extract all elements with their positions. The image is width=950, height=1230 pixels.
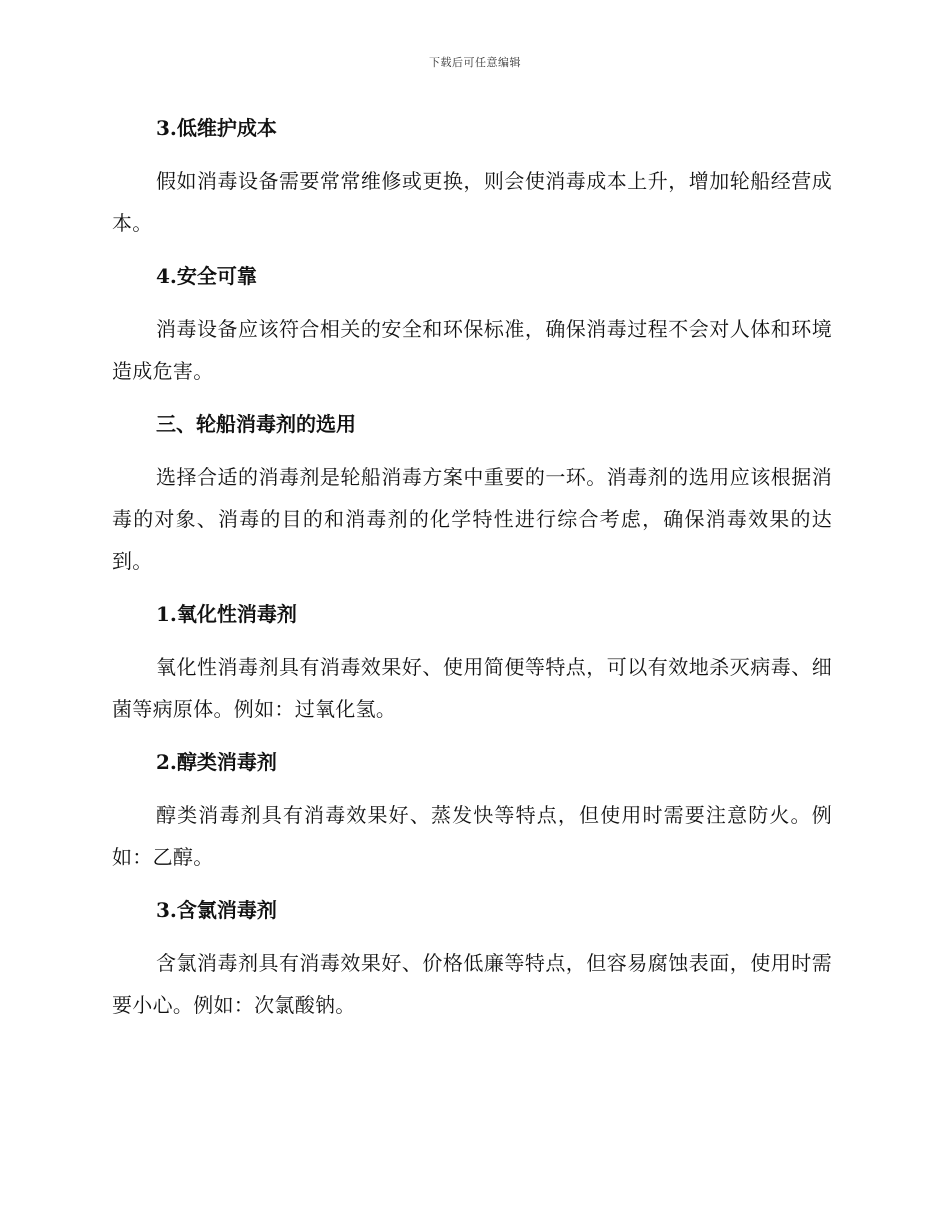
document-body xyxy=(112,108,832,1026)
section-paragraph: 假如消毒设备需要常常维修或更换，则会使消毒成本上升，增加轮船经营成本。 xyxy=(112,169,832,235)
section-paragraph: 醇类消毒剂具有消毒效果好、蒸发快等特点，但使用时需要注意防火。例如：乙醇。 xyxy=(112,803,832,869)
section-heading: 2.醇类消毒剂 xyxy=(156,750,277,774)
section-paragraph: 含氯消毒剂具有消毒效果好、价格低廉等特点，但容易腐蚀表面，使用时需要小心。例如：次氯酸钠。 xyxy=(112,951,832,1017)
section-paragraph: 氧化性消毒剂具有消毒效果好、使用简便等特点，可以有效地杀灭病毒、细菌等病原体。例如：过氧化氢。 xyxy=(112,655,832,721)
section-heading: 4.安全可靠 xyxy=(156,264,257,288)
section-heading: 1.氧化性消毒剂 xyxy=(156,602,297,626)
section-paragraph: 消毒设备应该符合相关的安全和环保标准，确保消毒过程不会对人体和环境造成危害。 xyxy=(112,317,832,383)
page-header: 下载后可任意编辑 xyxy=(429,56,521,69)
section-heading: 3.含氯消毒剂 xyxy=(156,898,277,922)
section-heading: 三、轮船消毒剂的选用 xyxy=(156,412,356,436)
section-heading: 3.低维护成本 xyxy=(156,116,277,140)
section-paragraph: 选择合适的消毒剂是轮船消毒方案中重要的一环。消毒剂的选用应该根据消毒的对象、消毒的目的和消毒剂的化学特性进行综合考虑，确保消毒效果的达到。 xyxy=(112,465,832,573)
